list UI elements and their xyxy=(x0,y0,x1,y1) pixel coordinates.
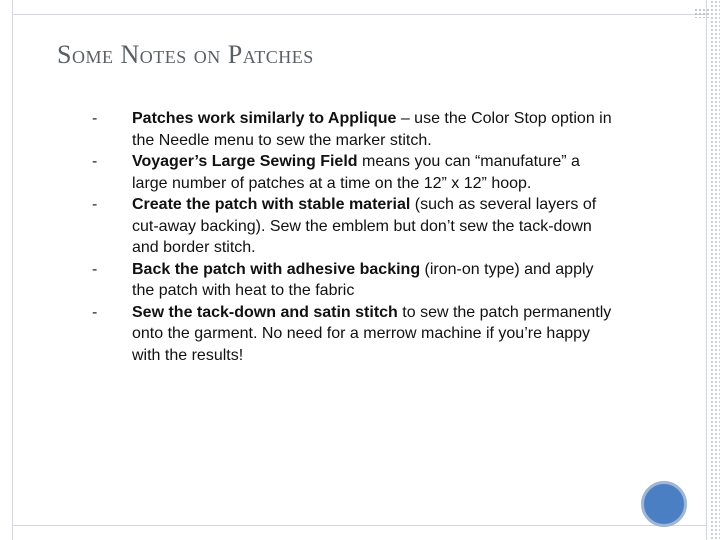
bullet-list xyxy=(92,108,612,366)
frame-right-line xyxy=(706,0,707,540)
bullet-text: (iron-on type) and apply the patch with heat to the fabric xyxy=(132,260,594,299)
bullet-bold-text: Patches work similarly to Applique xyxy=(132,110,397,127)
bullet-bold-text: Sew the tack-down and satin stitch xyxy=(132,303,398,321)
bullet-item xyxy=(92,302,612,367)
bullet-marker: - xyxy=(92,303,98,321)
bullet-text: (such as several layers of cut-away backing). Sew the emblem but don’t sew the tack-down and border stitch. xyxy=(132,196,597,256)
frame-left-line xyxy=(12,0,13,540)
bullet-marker: - xyxy=(92,110,98,127)
bullet-item xyxy=(92,108,612,151)
frame-top-line xyxy=(12,14,707,15)
bullet-bold-text: Voyager’s Large Sewing Field xyxy=(132,153,358,170)
bullet-marker: - xyxy=(92,196,98,213)
bullet-item xyxy=(92,194,612,259)
bullet-text: to sew the patch permanently onto the garment. No need for a merrow machine if you’re happy with the results! xyxy=(132,303,612,364)
bullet-item xyxy=(92,151,612,194)
bullet-marker: - xyxy=(92,153,98,170)
dot-pattern-right xyxy=(710,0,720,540)
frame-bottom-line xyxy=(12,525,707,526)
bullet-bold-text: Back the patch with adhesive backing xyxy=(132,260,421,278)
slide-title: Some Notes on Patches xyxy=(57,40,314,69)
bullet-marker: - xyxy=(92,260,98,278)
bullet-text: – use the Color Stop option in the Needle menu to sew the marker stitch. xyxy=(132,110,612,149)
bullet-item xyxy=(92,259,612,302)
decorative-circle xyxy=(641,481,687,527)
bullet-bold-text: Create the patch with stable material xyxy=(132,196,411,213)
bullet-text: means you can “manufature” a large number of patches at a time on the 12” x 12” hoop. xyxy=(132,153,580,192)
